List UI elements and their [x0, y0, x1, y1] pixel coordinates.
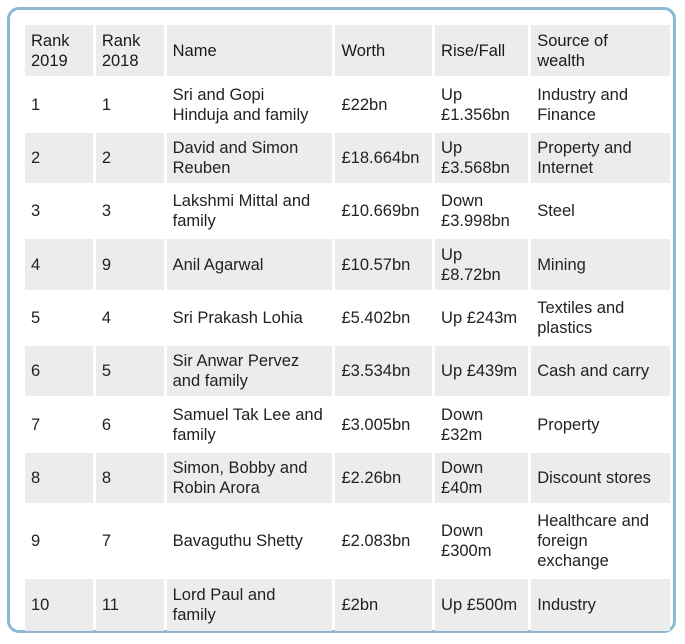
- table-row: [25, 453, 670, 503]
- cell-rise-fall: Up £500m: [435, 579, 528, 631]
- cell-name: Anil Agarwal: [167, 239, 333, 290]
- cell-source: Mining: [531, 239, 670, 290]
- cell-name: Lakshmi Mittal and family: [167, 186, 333, 236]
- cell-rise-fall: Down £300m: [435, 506, 528, 576]
- cell-worth: £3.005bn: [335, 399, 432, 450]
- cell-worth: £18.664bn: [335, 133, 432, 183]
- cell-source: Cash and carry: [531, 346, 670, 396]
- header-row: [25, 25, 670, 76]
- cell-worth: £5.402bn: [335, 293, 432, 343]
- table-row: [25, 79, 670, 130]
- cell-name: Lord Paul and family: [167, 579, 333, 631]
- cell-worth: £22bn: [335, 79, 432, 130]
- cell-rise-fall: Up £3.568bn: [435, 133, 528, 183]
- table-row: [25, 133, 670, 183]
- cell-source: Property: [531, 399, 670, 450]
- cell-rank-2019: 8: [25, 453, 93, 503]
- cell-source: Industry and Finance: [531, 79, 670, 130]
- header-rank-2018: Rank 2018: [96, 25, 164, 76]
- cell-rank-2018: 11: [96, 579, 164, 631]
- cell-rank-2018: 3: [96, 186, 164, 236]
- cell-name: Simon, Bobby and Robin Arora: [167, 453, 333, 503]
- cell-name: Bavaguthu Shetty: [167, 506, 333, 576]
- cell-source: Industry: [531, 579, 670, 631]
- table-row: [25, 293, 670, 343]
- cell-worth: £10.669bn: [335, 186, 432, 236]
- cell-rank-2018: 6: [96, 399, 164, 450]
- cell-rise-fall: Down £40m: [435, 453, 528, 503]
- cell-rank-2019: 6: [25, 346, 93, 396]
- cell-worth: £3.534bn: [335, 346, 432, 396]
- cell-name: Sir Anwar Pervez and family: [167, 346, 333, 396]
- cell-rank-2018: 8: [96, 453, 164, 503]
- table-row: [25, 579, 670, 631]
- table-row: [25, 186, 670, 236]
- cell-name: Samuel Tak Lee and family: [167, 399, 333, 450]
- cell-worth: £2.26bn: [335, 453, 432, 503]
- cell-name: Sri and Gopi Hinduja and family: [167, 79, 333, 130]
- cell-worth: £10.57bn: [335, 239, 432, 290]
- cell-rank-2019: 4: [25, 239, 93, 290]
- cell-source: Discount stores: [531, 453, 670, 503]
- header-rank-2019: Rank 2019: [25, 25, 93, 76]
- cell-rank-2019: 7: [25, 399, 93, 450]
- cell-rank-2019: 1: [25, 79, 93, 130]
- header-worth: Worth: [335, 25, 432, 76]
- cell-rank-2019: 9: [25, 506, 93, 576]
- rich-list-table: [22, 22, 673, 634]
- cell-name: David and Simon Reuben: [167, 133, 333, 183]
- table-row: [25, 506, 670, 576]
- table-row: [25, 346, 670, 396]
- header-rise-fall: Rise/Fall: [435, 25, 528, 76]
- header-name: Name: [167, 25, 333, 76]
- cell-source: Textiles and plastics: [531, 293, 670, 343]
- cell-rank-2019: 5: [25, 293, 93, 343]
- cell-rank-2018: 9: [96, 239, 164, 290]
- cell-rank-2018: 4: [96, 293, 164, 343]
- cell-rise-fall: Up £243m: [435, 293, 528, 343]
- cell-rank-2019: 3: [25, 186, 93, 236]
- cell-source: Property and Internet: [531, 133, 670, 183]
- cell-source: Healthcare and foreign exchange: [531, 506, 670, 576]
- cell-rise-fall: Up £439m: [435, 346, 528, 396]
- cell-worth: £2.083bn: [335, 506, 432, 576]
- header-source: Source of wealth: [531, 25, 670, 76]
- cell-rank-2019: 2: [25, 133, 93, 183]
- cell-rise-fall: Up £8.72bn: [435, 239, 528, 290]
- cell-rise-fall: Up £1.356bn: [435, 79, 528, 130]
- table-row: [25, 399, 670, 450]
- table-row: [25, 239, 670, 290]
- cell-name: Sri Prakash Lohia: [167, 293, 333, 343]
- cell-rank-2018: 7: [96, 506, 164, 576]
- cell-rank-2019: 10: [25, 579, 93, 631]
- cell-rise-fall: Down £3.998bn: [435, 186, 528, 236]
- cell-rank-2018: 5: [96, 346, 164, 396]
- cell-rank-2018: 1: [96, 79, 164, 130]
- cell-worth: £2bn: [335, 579, 432, 631]
- cell-rise-fall: Down £32m: [435, 399, 528, 450]
- cell-source: Steel: [531, 186, 670, 236]
- table-frame: [7, 7, 676, 633]
- cell-rank-2018: 2: [96, 133, 164, 183]
